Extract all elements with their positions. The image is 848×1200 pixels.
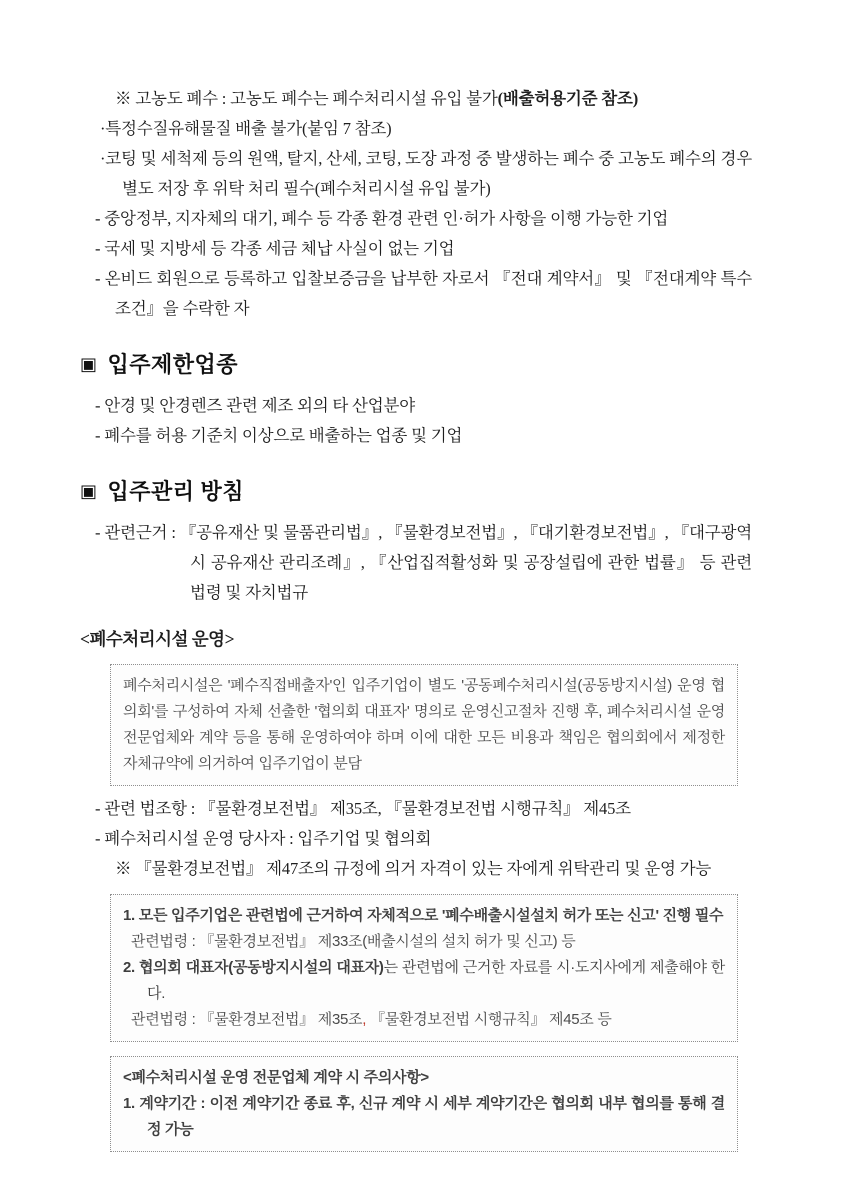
caution-box: [110, 1056, 738, 1152]
caution-item-contract-period: 1. 계약기간 : 이전 계약기간 종료 후, 신규 계약 시 세부 계약기간은 협의회 내부 협의를 통해 결정 가능: [123, 1095, 725, 1138]
requirement-item-1-law: 관련법령 : 『물환경보전법』 제33조(배출시설의 설치 허가 및 신고) 등: [131, 933, 576, 950]
dash-env-permit-company: - 중앙정부, 지자체의 대기, 폐수 등 각종 환경 관련 인·허가 사항을 이행 가능한 기업: [95, 209, 669, 228]
operation-description-box: [110, 664, 738, 786]
section-title-occupancy-policy: [80, 477, 752, 508]
requirements-box: [110, 894, 738, 1042]
dash-restricted-other-industry: - 안경 및 안경렌즈 관련 제조 외의 타 산업분야: [95, 396, 415, 415]
requirement-item-2: [123, 955, 725, 1007]
operation-description-text: 폐수처리시설은 '폐수직접배출자'인 입주기업이 별도 '공동폐수처리시설(공동방지시설) 운영 협의회'를 구성하여 자체 선출한 '협의회 대표자' 명의로 운영신고절차 진행 후, 폐수처리시설 운영 전문업체와 계약 등을 통해 운영하여야 하며 이에 대한 모든 비용과 책임은 협의회에서 제정한 자체규약에 의거하여 입주기업이 분담: [123, 677, 725, 772]
dash-onbid-member: - 온비드 회원으로 등록하고 입찰보증금을 납부한 자로서 『전대 계약서』 및 『전대계약 특수조건』을 수락한 자: [95, 269, 752, 318]
section-title-text: 입주관리 방침: [107, 479, 245, 504]
dash-operation-parties: - 폐수처리시설 운영 당사자 : 입주기업 및 협의회: [95, 829, 432, 848]
dash-legal-basis: - 관련근거 : 『공유재산 및 물품관리법』, 『물환경보전법』, 『대기환경보전법』, 『대구광역시 공유재산 관리조례』, 『산업집적활성화 및 공장설립에 관한 법률』 등 관련 법령 및 자치법규: [95, 523, 752, 602]
subsection-title-facility-operation: <폐수처리시설 운영>: [80, 629, 235, 649]
caution-box-title: <폐수처리시설 운영 전문업체 계약 시 주의사항>: [123, 1069, 429, 1086]
law-ref-red-comma: ,: [362, 1011, 367, 1028]
note-text: ※ 고농도 폐수 : 고농도 폐수는 폐수처리시설 유입 불가: [115, 89, 498, 108]
bullet-coating-wastewater: ·코팅 및 세척제 등의 원액, 탈지, 산세, 코팅, 도장 과정 중 발생하는 폐수 중 고농도 폐수의 경우 별도 저장 후 위탁 처리 필수(폐수처리시설 유입 불가): [100, 149, 752, 198]
note-article-47-delegation: ※ 『물환경보전법』 제47조의 규정에 의거 자격이 있는 자에게 위탁관리 및 운영 가능: [115, 859, 712, 878]
section-bullet-icon: ▣: [80, 354, 98, 374]
bullet-toxic-substance: ·특정수질유해물질 배출 불가(붙임 7 참조): [100, 119, 392, 138]
note-bold-ref: (배출허용기준 참조): [497, 89, 639, 108]
dash-related-law-articles: - 관련 법조항 : 『물환경보전법』 제35조, 『물환경보전법 시행규칙』 제45조: [95, 799, 631, 818]
law-ref-post: 『물환경보전법 시행규칙』 제45조 등: [366, 1011, 612, 1028]
section-title-text: 입주제한업종: [107, 352, 239, 377]
requirement-item-2-rest: 는 관련법에 근거한 자료를 시·도지사에게 제출해야 한다.: [147, 959, 725, 1002]
law-ref-pre: 관련법령 : 『물환경보전법』 제35조: [131, 1011, 363, 1028]
requirement-item-1: 1. 모든 입주기업은 관련법에 근거하여 자체적으로 '폐수배출시설설치 허가 또는 신고' 진행 필수: [123, 907, 724, 924]
section-title-restricted-industries: [80, 350, 752, 381]
section-bullet-icon: ▣: [80, 481, 98, 501]
dash-restricted-wastewater-over-limit: - 폐수를 허용 기준치 이상으로 배출하는 업종 및 기업: [95, 426, 463, 445]
note-high-concentration-wastewater: [115, 84, 752, 114]
requirement-item-2-bold: 2. 협의회 대표자(공동방지시설의 대표자): [123, 959, 384, 976]
dash-no-tax-arrears: - 국세 및 지방세 등 각종 세금 체납 사실이 없는 기업: [95, 239, 455, 258]
requirement-item-2-law: [123, 1007, 725, 1033]
